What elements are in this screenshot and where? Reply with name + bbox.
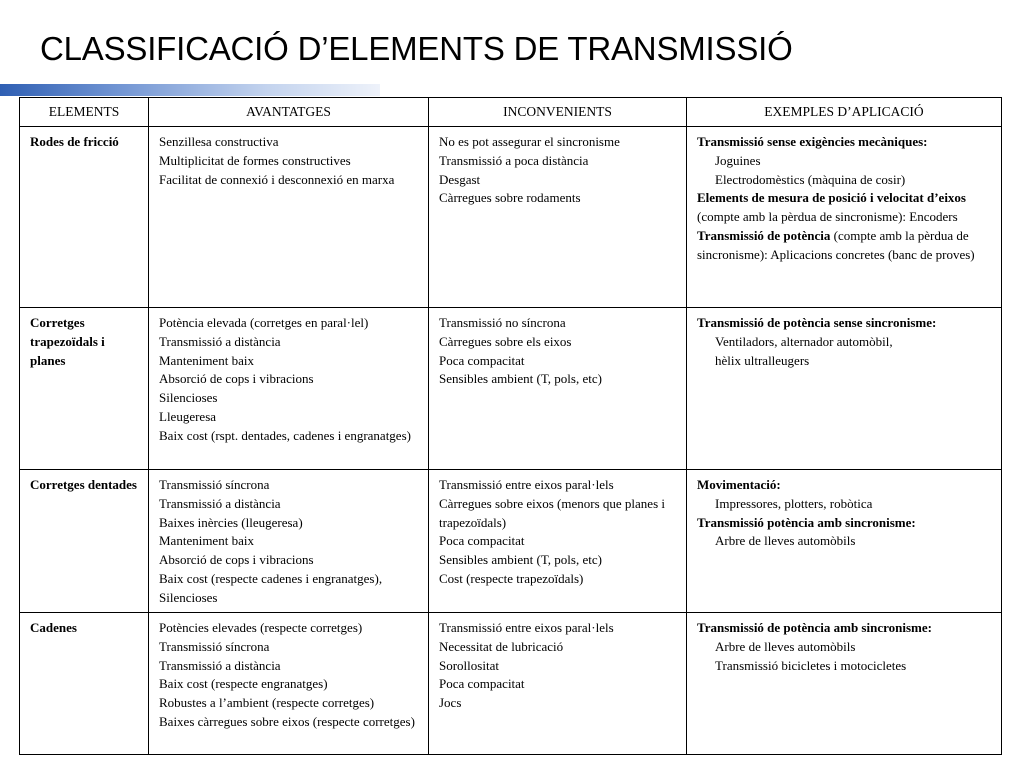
disadvantages-cell (429, 308, 687, 470)
example-heading: Transmissió de potència (697, 227, 831, 243)
example-heading: Transmissió sense exigències mecàniques: (697, 134, 928, 149)
title-underline-bar (0, 84, 380, 96)
table-row (20, 127, 1002, 308)
advantage-item: Transmissió síncrona (159, 638, 270, 654)
element-cell: Cadenes (20, 613, 149, 755)
advantage-item: Transmissió a distància (159, 657, 281, 673)
advantage-item: Transmissió a distància (159, 495, 281, 511)
advantage-item: Lleugeresa (159, 408, 217, 424)
advantages-cell (149, 308, 429, 470)
transmission-elements-table (19, 97, 1002, 755)
header-disadvantages: INCONVENIENTS (429, 98, 687, 127)
disadvantage-item: Cost (respecte trapezoïdals) (439, 570, 584, 586)
example-heading: Elements de mesura de posició i velocitat d’eixos (697, 190, 966, 206)
disadvantages-cell (429, 127, 687, 308)
advantage-item: Facilitat de connexió i desconnexió en marxa (159, 171, 395, 187)
disadvantage-item: Transmissió no síncrona (439, 315, 566, 330)
disadvantage-item: Sensibles ambient (T, pols, etc) (439, 552, 602, 568)
example-item: Transmissió bicicletes i motocicletes (715, 657, 907, 673)
disadvantage-item: Poca compacitat (439, 676, 525, 692)
disadvantage-item: Necessitat de lubricació (439, 638, 564, 654)
advantage-item: Absorció de cops i vibracions (159, 371, 314, 387)
example-item: Arbre de lleves automòbils (715, 638, 856, 654)
disadvantage-item: Jocs (439, 695, 462, 711)
disadvantage-item: Sensibles ambient (T, pols, etc) (439, 371, 602, 387)
advantage-item: Robustes a l’ambient (respecte corretges) (159, 695, 375, 711)
disadvantage-item: Càrregues sobre rodaments (439, 190, 581, 206)
disadvantages-cell (429, 470, 687, 613)
advantage-item: Manteniment baix (159, 533, 254, 549)
advantage-item: Potències elevades (respecte corretges) (159, 620, 363, 635)
advantages-cell (149, 613, 429, 755)
example-heading: Transmissió de potència sense sincronisme: (697, 315, 937, 330)
advantage-item: Baixes càrregues sobre eixos (respecte corretges) (159, 713, 415, 729)
example-paragraph (697, 227, 993, 265)
advantage-item: Silencioses (159, 390, 218, 406)
disadvantage-item: Transmissió a poca distància (439, 152, 589, 168)
advantages-cell (149, 127, 429, 308)
disadvantage-item: Poca compacitat (439, 533, 525, 549)
advantage-item: Transmissió a distància (159, 333, 281, 349)
advantage-item: Baix cost (respecte cadenes i engranatges), Silencioses (159, 570, 383, 605)
disadvantage-item: Càrregues sobre eixos (menors que planes i trapezoïdals) (439, 495, 665, 530)
example-heading: Transmissió potència amb sincronisme: (697, 514, 916, 530)
disadvantage-item: Poca compacitat (439, 352, 525, 368)
example-text: (compte amb la pèrdua de sincronisme): Encoders (697, 209, 958, 225)
disadvantages-cell (429, 613, 687, 755)
advantage-item: Baix cost (rspt. dentades, cadenes i engranatges) (159, 427, 411, 443)
advantage-item: Transmissió síncrona (159, 477, 270, 492)
header-elements: ELEMENTS (20, 98, 149, 127)
header-advantages: AVANTATGES (149, 98, 429, 127)
example-heading: Movimentació: (697, 477, 781, 492)
advantage-item: Absorció de cops i vibracions (159, 552, 314, 568)
examples-cell (687, 308, 1002, 470)
example-item: Electrodomèstics (màquina de cosir) (715, 171, 906, 187)
examples-cell (687, 470, 1002, 613)
example-item: Ventiladors, alternador automòbil, (715, 333, 893, 349)
disadvantage-item: Desgast (439, 171, 481, 187)
disadvantage-item: Transmissió entre eixos paral·lels (439, 477, 614, 492)
advantage-item: Baixes inèrcies (lleugeresa) (159, 514, 303, 530)
table-header-row (20, 98, 1002, 127)
advantage-item: Manteniment baix (159, 352, 254, 368)
header-examples: EXEMPLES D’APLICACIÓ (687, 98, 1002, 127)
element-cell: Rodes de fricció (20, 127, 149, 308)
advantage-item: Senzillesa constructiva (159, 134, 279, 149)
example-heading: Transmissió de potència amb sincronisme: (697, 620, 932, 635)
table-row (20, 470, 1002, 613)
element-cell: Corretges trapezoïdals i planes (20, 308, 149, 470)
disadvantage-item: Càrregues sobre els eixos (439, 333, 572, 349)
advantages-cell (149, 470, 429, 613)
element-cell: Corretges dentades (20, 470, 149, 613)
example-text: (compte amb la pèrdua de sincronisme): Aplicacions concretes (banc de proves) (697, 227, 975, 262)
page-title: CLASSIFICACIÓ D’ELEMENTS DE TRANSMISSIÓ (40, 30, 793, 67)
advantage-item: Baix cost (respecte engranatges) (159, 676, 328, 692)
example-item: Joguines (715, 152, 761, 168)
example-paragraph (697, 189, 993, 227)
example-item: Arbre de lleves automòbils (715, 533, 856, 549)
table-row (20, 308, 1002, 470)
table-row (20, 613, 1002, 755)
disadvantage-item: Transmissió entre eixos paral·lels (439, 620, 614, 635)
examples-cell (687, 127, 1002, 308)
examples-cell (687, 613, 1002, 755)
example-item: hèlix ultralleugers (715, 352, 810, 368)
example-item: Impressores, plotters, robòtica (715, 495, 873, 511)
advantage-item: Potència elevada (corretges en paral·lel) (159, 315, 369, 330)
advantage-item: Multiplicitat de formes constructives (159, 152, 351, 168)
disadvantage-item: Sorollositat (439, 657, 499, 673)
disadvantage-item: No es pot assegurar el sincronisme (439, 134, 620, 149)
